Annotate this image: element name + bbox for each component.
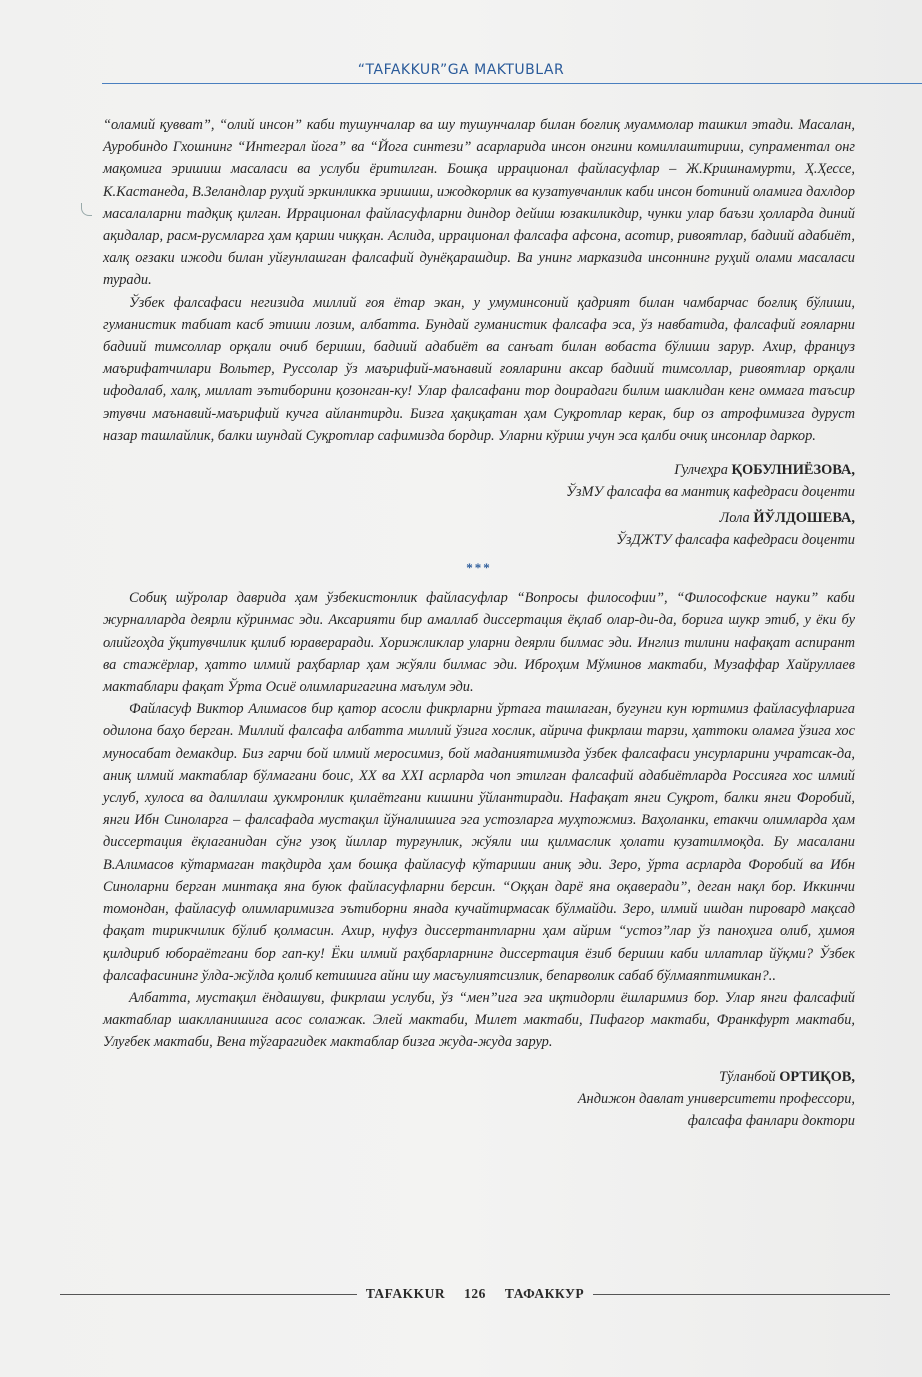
signature-3-role-2: фалсафа фанлари доктори [687,1112,855,1129]
signature-2-first-name: Лола [719,510,750,527]
footer-title-cyrillic: ТАФАККУР [504,1286,585,1301]
footer-rule-left [60,1294,357,1295]
footer-rule-right [593,1294,890,1295]
paragraph-3: Собиқ шўролар даврида ҳам ўзбекистонлик файласуфлар “Вопросы философии”, “Философские науки” каби журналларда деярли кўринмас эди. Аксарияти бир амаллаб диссертация ёқлаб олар-ди-да, борига шукр этиб, у ёки бу олийгоҳда ўқитувчилик қилиб юравераради. Хорижликлар уларни деярли билмас эди. Инглиз тилини нафақат аспирант ва стажёрлар, ҳатто илмий раҳбарлар ҳам жўяли билмас эди. Иброҳим Мўминов мактаби, Музаффар Хайруллаев мактаблари фақат Ўрта Осиё олимларигагина маълум эди. [103,590,855,696]
signature-1-first-name: Гулчеҳра [674,462,728,479]
signature-2-last-name: ЙЎЛДОШЕВА, [753,510,855,527]
signature-3-first-name: Тўланбой [718,1068,776,1085]
paragraph-2: Ўзбек фалсафаси негизида миллий ғоя ётар экан, у умуминсоний қадрият билан чамбарчас боғлиқ бўлиши, гуманистик табиат касб этиши лозим, албатта. Бундай гуманистик фалсафа эса, ўз навбатида, фалсафий ғояларни бадиий тимсоллар орқали очиб бериши, бадиий адабиёт ва санъат билан вобаста бўлиши зарур. Ахир, француз маърифатчилари Вольтер, Руссолар ўз маърифий-маънавий ғояларини аксар бадиий тимсоллар, ривоятлар орқали ифодалаб, халқ, миллат эътиборини қозонган-ку! Улар фалсафани тор доирадаги билим шаклидан кенг оммага таъсир этувчи маънавий-маърифий кучга айлантирди. Бизга ҳақиқатан ҳам Суқротлар керак, бир оз атрофимизга дуруст назар ташлайлик, балки шундай Суқротлар сафимизда бордир. Уларни кўриш учун эса қалби очиқ инсонлар даркор. [103,294,855,444]
header-rule [102,83,922,84]
paragraph-4: Файласуф Виктор Алимасов бир қатор асосли фикрларни ўртага ташлаган, бугунги кун юртимиз файласуфларига одилона баҳо берган. Миллий фалсафа албатта миллий ўзига хослик, айрича фикрлаш тарзи, ҳаттоки оламга ўзига хос муносабат демакдир. Биз гарчи бой илмий меросимиз, бой маданиятимизда ўзбек фалсафаси унсурларини учратсак-да, аниқ илмий мактаблар бўлмагани боис, XX ва XXI асрларда чоп этилган фалсафий адабиётларда Россияга хос илмий услуб, хулоса ва далиллаш ҳукмронлик қилаётгани кишини ўйлантиради. Нафақат янги Суқрот, балки янги Форобий, янги Ибн Синоларга – фалсафада мустақил йўналишига эга устозларга муҳтожмиз. Ваҳоланки, етакчи олимларда ҳам диссертация ёқлаганидан сўнг узоқ йиллар турғунлик, жўяли иш қилмаслик ҳолати кузатилмоқда. Бу масалани В.Алимасов кўтармаган тақдирда ҳам бошқа файласуф кўтариши аниқ эди. Зеро, ўрта асрларда Форобий ва Ибн Синоларни берган минтақа яна буюк файласуфларни берсин. “Оққан дарё яна оқаверади”, деган нақл бор. Иккинчи томондан, файласуф олимларимизга эътиборни янада кучайтирмасак бўлмайди. Зеро, илмий ишдан пировард мақсад фақат тирикчилик бўлиб қолмасин. Ахир, нуфуз диссертантларни ҳам айрим “устоз”лар ўз паноҳига олиб, ҳимоя қилдириб юбораётгани бор гап-ку! Ёки илмий раҳбарларнинг диссертация ёзиб бериши каби иллатлар йўқми? Ўзбек фалсафасининг ўлда-жўлда қолиб кетишига айни шу масъулиятсизлик, бепарволик сабаб бўлмаяптимикан?.. [103,701,855,984]
page-footer [60,1282,890,1306]
paragraph-5: Албатта, мустақил ёндашуви, фикрлаш услуби, ўз “мен”ига эга иқтидорли ёшларимиз бор. Улар янги фалсафий мактаблар шаклланишига асос солажак. Элей мактаби, Милет мактаби, Пифагор мактаби, Франкфурт мактаби, Улуғбек мактаби, Вена тўгарагидек мактаблар бизга жуда-жуда зарур. [103,989,855,1051]
page-number: 126 [464,1286,486,1301]
running-header: “TAFAKKUR”GA MAKTUBLAR [357,62,565,78]
margin-mark [81,203,92,216]
signature-2-role: ЎзДЖТУ фалсафа кафедраси доценти [616,532,855,549]
article-body [103,114,855,1132]
paragraph-1: “оламий қувват”, “олий инсон” каби тушунчалар ва шу тушунчалар билан боғлиқ муаммолар ташкил этади. Масалан, Ауробиндо Гхошнинг “Интеграл йога” ва “Йога синтези” асарларида инсон онгини комиллаштириш, супраментал онг мақомига эришиш масаласи ва услуби ёритилган. Бошқа иррационал файласуфлар – Ж.Кришнамурти, Ҳ.Ҳессе, К.Кастанеда, В.Зеландлар руҳий эркинликка эришиш, ижодкорлик ва кузатувчанлик каби инсон ботиний оламига дахлдор масалаларни тадқиқ қилган. Иррационал файласуфларни диндор дейиш юзакиликдир, чунки улар баъзи ҳолларда диний ақидалар, расм-русмларга ҳам қарши чиққан. Аслида, иррационал фалсафа афсона, асотир, ривоятлар, бадиий адабиёт, халқ оғзаки ижоди билан уйғунлашган фалсафий дунёқарашдир. Ва унинг марказида инсоннинг руҳий олами масаласи туради. [103,117,855,289]
section-divider: *** [466,560,492,576]
signature-2-name [103,507,855,529]
signature-1-role: ЎзМУ фалсафа ва мантиқ кафедраси доценти [566,484,855,501]
signature-3-last-name: ОРТИҚОВ, [779,1068,855,1085]
signature-3-role-1: Андижон давлат университети профессори, [577,1090,855,1107]
footer-title-latin: TAFAKKUR [365,1286,446,1301]
signature-3-name [103,1066,855,1088]
signature-1-last-name: ҚОБУЛНИЁЗОВА, [731,462,855,479]
signature-1-name [103,459,855,481]
